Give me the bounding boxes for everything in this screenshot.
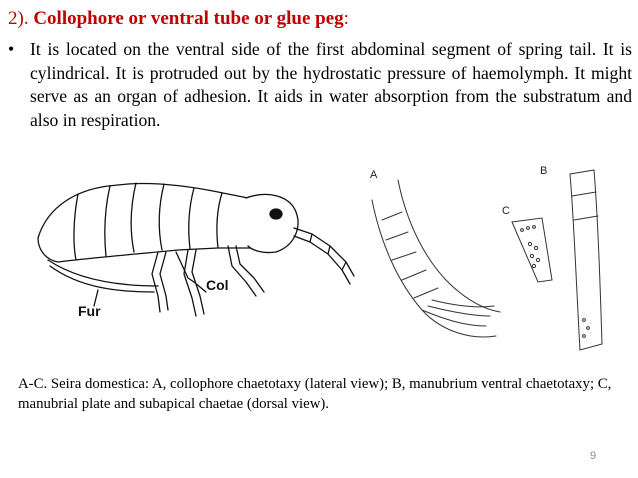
springtail-illustration — [18, 150, 358, 335]
heading-title: Collophore or ventral tube or glue peg — [33, 8, 344, 29]
bullet-text: It is located on the ventral side of the first abdominal segment of spring tail. It is cylindrical. It is protruded out by the hydrostatic pressure of haemolymph. It might serve as an organ of adhesion. It aids in water absorption from the substratum and also in respiration. — [30, 39, 632, 130]
label-fur: Fur — [78, 303, 101, 319]
label-col: Col — [206, 277, 229, 293]
slide-heading — [8, 8, 349, 30]
page-number: 9 — [590, 450, 597, 462]
label-a: A — [370, 169, 378, 181]
bullet-paragraph — [8, 38, 632, 132]
label-c: C — [502, 205, 510, 217]
heading-colon: : — [343, 8, 349, 29]
figure-caption: A-C. Seira domestica: A, collophore chaetotaxy (lateral view); B, manubrium ventral chaetotaxy; C, manubrial plate and subapical chaetae (dorsal view). — [18, 376, 612, 412]
label-b: B — [540, 165, 548, 177]
bullet-icon: • — [8, 39, 15, 59]
heading-number: 2). — [8, 8, 29, 29]
chaetotaxy-illustration — [362, 160, 612, 360]
